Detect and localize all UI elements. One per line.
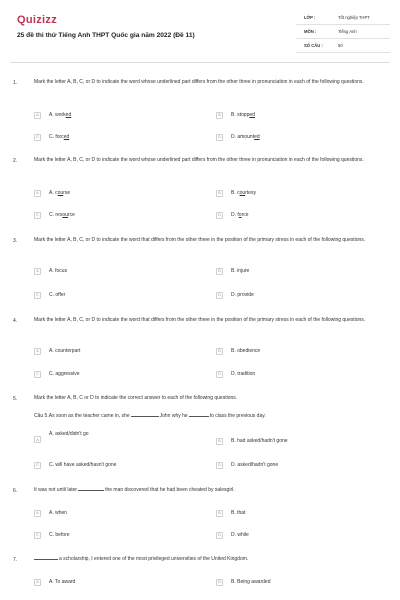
- option-d[interactable]: [216, 209, 392, 221]
- option-b[interactable]: [216, 265, 392, 277]
- option-letter-box: D: [216, 212, 223, 219]
- option-letter-box: C: [34, 462, 41, 469]
- quizizz-logo: Quizizz: [17, 14, 57, 26]
- document-title: 25 đề thi thử Tiếng Anh THPT Quốc gia năm 2022 (Đề 11): [17, 32, 195, 39]
- option-b[interactable]: [216, 109, 392, 121]
- meta-key: SỐ CÂU :: [304, 43, 323, 48]
- option-b[interactable]: [216, 345, 392, 357]
- option-text: C. resource: [49, 212, 75, 218]
- meta-key: LỚP :: [304, 15, 316, 20]
- option-letter-box: D: [216, 532, 223, 539]
- option-letter-box: D: [216, 371, 223, 378]
- question-number: 2.: [13, 158, 18, 164]
- question-number: 7.: [13, 557, 18, 563]
- question-text: a scholarship, I entered one of the most privileged universities of the United Kingdom.: [34, 556, 392, 564]
- option-letter-box: B: [216, 438, 223, 445]
- option-text: C. will have asked/hasn't gone: [49, 462, 117, 468]
- option-c[interactable]: [34, 529, 210, 541]
- option-letter-box: C: [34, 134, 41, 141]
- meta-row-subject: [296, 25, 390, 39]
- option-letter-box: C: [34, 292, 41, 299]
- option-text: B. had asked/hadn't gone: [231, 438, 288, 444]
- option-letter-box: A: [34, 112, 41, 119]
- option-letter-box: A: [34, 348, 41, 355]
- question-text: Mark the letter A, B, C, or D to indicate the word that differs from the other three in the position of the primary stress in each of the following questions.: [34, 237, 366, 243]
- option-text: A. course: [49, 190, 71, 196]
- option-b[interactable]: [216, 576, 392, 588]
- option-c[interactable]: [34, 131, 210, 143]
- option-a[interactable]: [34, 265, 210, 277]
- option-c[interactable]: [34, 289, 210, 301]
- option-letter-box: B: [216, 190, 223, 197]
- option-a[interactable]: [34, 507, 210, 519]
- option-d[interactable]: [216, 529, 392, 541]
- option-text: A. focus: [49, 268, 68, 274]
- option-letter-box: B: [216, 579, 223, 586]
- meta-value: 50: [338, 43, 343, 48]
- option-text: A. To award: [49, 579, 76, 585]
- meta-row-count: [296, 39, 390, 53]
- option-letter-box: C: [34, 532, 41, 539]
- option-letter-box: D: [216, 134, 223, 141]
- option-letter-box: B: [216, 348, 223, 355]
- option-d[interactable]: [216, 368, 392, 380]
- option-c[interactable]: [34, 459, 210, 471]
- option-letter-box: B: [216, 268, 223, 275]
- question-number: 4.: [13, 318, 18, 324]
- option-text: B. Being awarded: [231, 579, 271, 585]
- question-text: It was not until later the man discovered that he had been cheated by salesgirl.: [34, 487, 235, 493]
- option-letter-box: B: [216, 510, 223, 517]
- meta-value: Tiếng Anh: [338, 29, 357, 34]
- option-d[interactable]: [216, 289, 392, 301]
- option-text: B. courtesy: [231, 190, 257, 196]
- option-letter-box: D: [216, 462, 223, 469]
- option-text: A. when: [49, 510, 68, 516]
- option-letter-box: B: [216, 112, 223, 119]
- option-text: A. worked: [49, 112, 72, 118]
- option-a[interactable]: [34, 109, 210, 121]
- option-letter-box: A: [34, 436, 41, 443]
- option-text: D. force: [231, 212, 249, 218]
- option-letter-box: C: [34, 371, 41, 378]
- question-number: 6.: [13, 488, 18, 494]
- option-c[interactable]: [34, 368, 210, 380]
- option-a[interactable]: [34, 345, 210, 357]
- option-text: C. forced: [49, 134, 70, 140]
- option-text: C. offer: [49, 292, 66, 298]
- question-number: 1.: [13, 80, 18, 86]
- question-text: Mark the letter A, B, C, or D to indicate the word whose underlined part differs from the other three in pronunciation in each of the following questions.: [34, 157, 364, 163]
- meta-row-class: [296, 11, 390, 25]
- meta-key: MÔN :: [304, 29, 317, 34]
- option-letter-box: C: [34, 212, 41, 219]
- meta-value: Tốt nghiệp THPT: [338, 15, 370, 20]
- meta-info-box: [296, 11, 390, 53]
- option-text: C. before: [49, 532, 70, 538]
- question-text: Mark the letter A, B, C, or D to indicate the word whose underlined part differs from the other three in pronunciation in each of the following questions.: [34, 79, 364, 85]
- question-sentence: Câu 5.As soon as the teacher came in, she John why he to class the previous day.: [34, 413, 266, 419]
- option-text: D. tradition: [231, 371, 256, 377]
- option-a[interactable]: [34, 576, 210, 588]
- option-b[interactable]: [216, 187, 392, 199]
- option-a[interactable]: [34, 432, 210, 448]
- option-text: A. asked/didn't go: [49, 431, 89, 437]
- option-letter-box: A: [34, 190, 41, 197]
- option-text: B. obedience: [231, 348, 261, 354]
- option-text: C. aggressive: [49, 371, 80, 377]
- option-d[interactable]: [216, 459, 392, 471]
- option-letter-box: A: [34, 579, 41, 586]
- option-letter-box: A: [34, 268, 41, 275]
- option-b[interactable]: [216, 435, 392, 447]
- option-a[interactable]: [34, 187, 210, 199]
- option-text: D. while: [231, 532, 249, 538]
- option-letter-box: A: [34, 510, 41, 517]
- question-text: Mark the letter A, B, C, or D to indicate the word that differs from the other three in the position of the primary stress in each of the following questions.: [34, 317, 366, 323]
- option-letter-box: D: [216, 292, 223, 299]
- option-text: B. stopped: [231, 112, 255, 118]
- option-d[interactable]: [216, 131, 392, 143]
- question-text: Mark the letter A, B, C or D to indicate the correct answer to each of the following questions.: [34, 395, 238, 401]
- header-divider: [10, 62, 390, 63]
- question-number: 5.: [13, 396, 18, 402]
- option-text: D. amounted: [231, 134, 260, 140]
- option-text: B. injure: [231, 268, 250, 274]
- option-text: D. provide: [231, 292, 254, 298]
- option-c[interactable]: [34, 209, 210, 221]
- question-number: 3.: [13, 238, 18, 244]
- option-b[interactable]: [216, 507, 392, 519]
- option-text: D. asked/hadn't gone: [231, 462, 279, 468]
- option-text: A. counterpart: [49, 348, 81, 354]
- option-text: B. that: [231, 510, 246, 516]
